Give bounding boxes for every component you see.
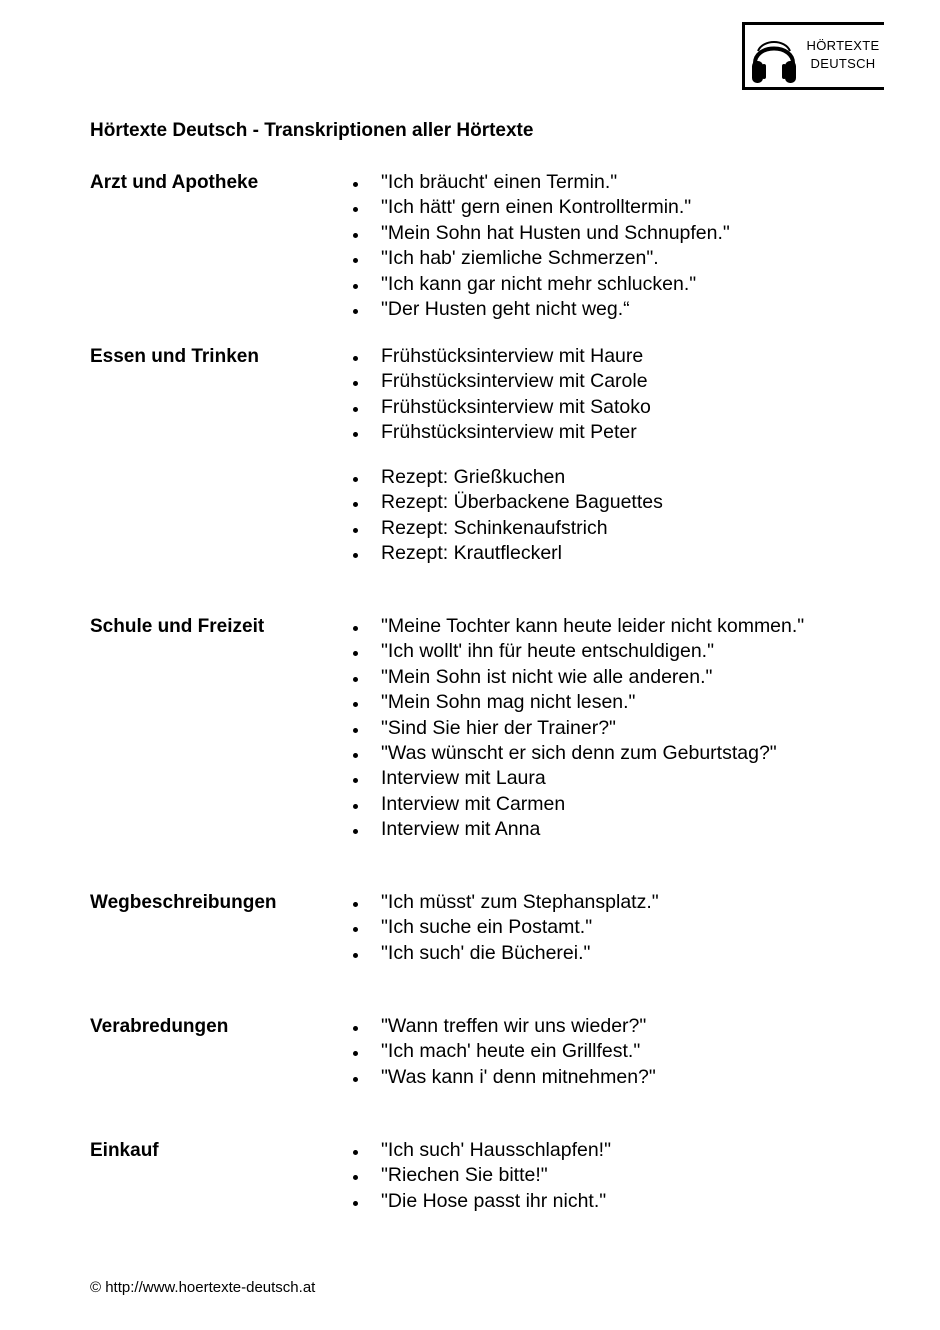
list-item: "Ich müsst' zum Stephansplatz."	[348, 890, 659, 915]
list-item: "Mein Sohn mag nicht lesen."	[348, 690, 804, 715]
item-list-recipes	[348, 465, 663, 567]
headphones-icon	[749, 31, 799, 87]
section-heading: Schule und Freizeit	[90, 616, 265, 637]
item-list	[348, 344, 651, 446]
list-item: "Mein Sohn ist nicht wie alle anderen."	[348, 665, 804, 690]
section-heading: Einkauf	[90, 1140, 159, 1161]
list-item: "Meine Tochter kann heute leider nicht kommen."	[348, 614, 804, 639]
item-list	[348, 1014, 656, 1090]
list-item: Interview mit Laura	[348, 766, 804, 791]
list-item: "Ich hab' ziemliche Schmerzen".	[348, 246, 730, 271]
logo-line-1: HÖRTEXTE	[806, 38, 880, 53]
logo-line-2: DEUTSCH	[810, 56, 876, 71]
list-item: Rezept: Grießkuchen	[348, 465, 663, 490]
list-item: Rezept: Krautfleckerl	[348, 541, 663, 566]
list-item: Interview mit Anna	[348, 817, 804, 842]
list-item: Frühstücksinterview mit Peter	[348, 420, 651, 445]
list-item: "Ich mach' heute ein Grillfest."	[348, 1039, 656, 1064]
section-heading: Arzt und Apotheke	[90, 172, 259, 193]
list-item: "Sind Sie hier der Trainer?"	[348, 716, 804, 741]
section-heading: Wegbeschreibungen	[90, 892, 277, 913]
list-item: Frühstücksinterview mit Haure	[348, 344, 651, 369]
list-item: Rezept: Schinkenaufstrich	[348, 516, 663, 541]
list-item: "Mein Sohn hat Husten und Schnupfen."	[348, 221, 730, 246]
section-heading: Verabredungen	[90, 1016, 229, 1037]
footer-copyright: © http://www.hoertexte-deutsch.at	[90, 1279, 316, 1296]
list-item: "Was wünscht er sich denn zum Geburtstag?"	[348, 741, 804, 766]
list-item: "Ich kann gar nicht mehr schlucken."	[348, 272, 730, 297]
list-item: Interview mit Carmen	[348, 792, 804, 817]
list-item: "Ich bräucht' einen Termin."	[348, 170, 730, 195]
item-list	[348, 614, 804, 843]
list-item: "Die Hose passt ihr nicht."	[348, 1189, 611, 1214]
item-list	[348, 170, 730, 322]
logo-text	[801, 37, 885, 73]
page-title: Hörtexte Deutsch - Transkriptionen aller Hörtexte	[90, 120, 534, 141]
list-item: "Ich suche ein Postamt."	[348, 915, 659, 940]
list-item: "Riechen Sie bitte!"	[348, 1163, 611, 1188]
list-item: Frühstücksinterview mit Satoko	[348, 395, 651, 420]
section-heading: Essen und Trinken	[90, 346, 259, 367]
list-item: "Der Husten geht nicht weg.“	[348, 297, 730, 322]
list-item: Frühstücksinterview mit Carole	[348, 369, 651, 394]
logo	[742, 22, 884, 90]
list-item: "Wann treffen wir uns wieder?"	[348, 1014, 656, 1039]
item-list	[348, 1138, 611, 1214]
list-item: Rezept: Überbackene Baguettes	[348, 490, 663, 515]
list-item: "Ich such' die Bücherei."	[348, 941, 659, 966]
list-item: "Was kann i' denn mitnehmen?"	[348, 1065, 656, 1090]
list-item: "Ich wollt' ihn für heute entschuldigen."	[348, 639, 804, 664]
list-item: "Ich such' Hausschlapfen!"	[348, 1138, 611, 1163]
item-list	[348, 890, 659, 966]
list-item: "Ich hätt' gern einen Kontrolltermin."	[348, 195, 730, 220]
